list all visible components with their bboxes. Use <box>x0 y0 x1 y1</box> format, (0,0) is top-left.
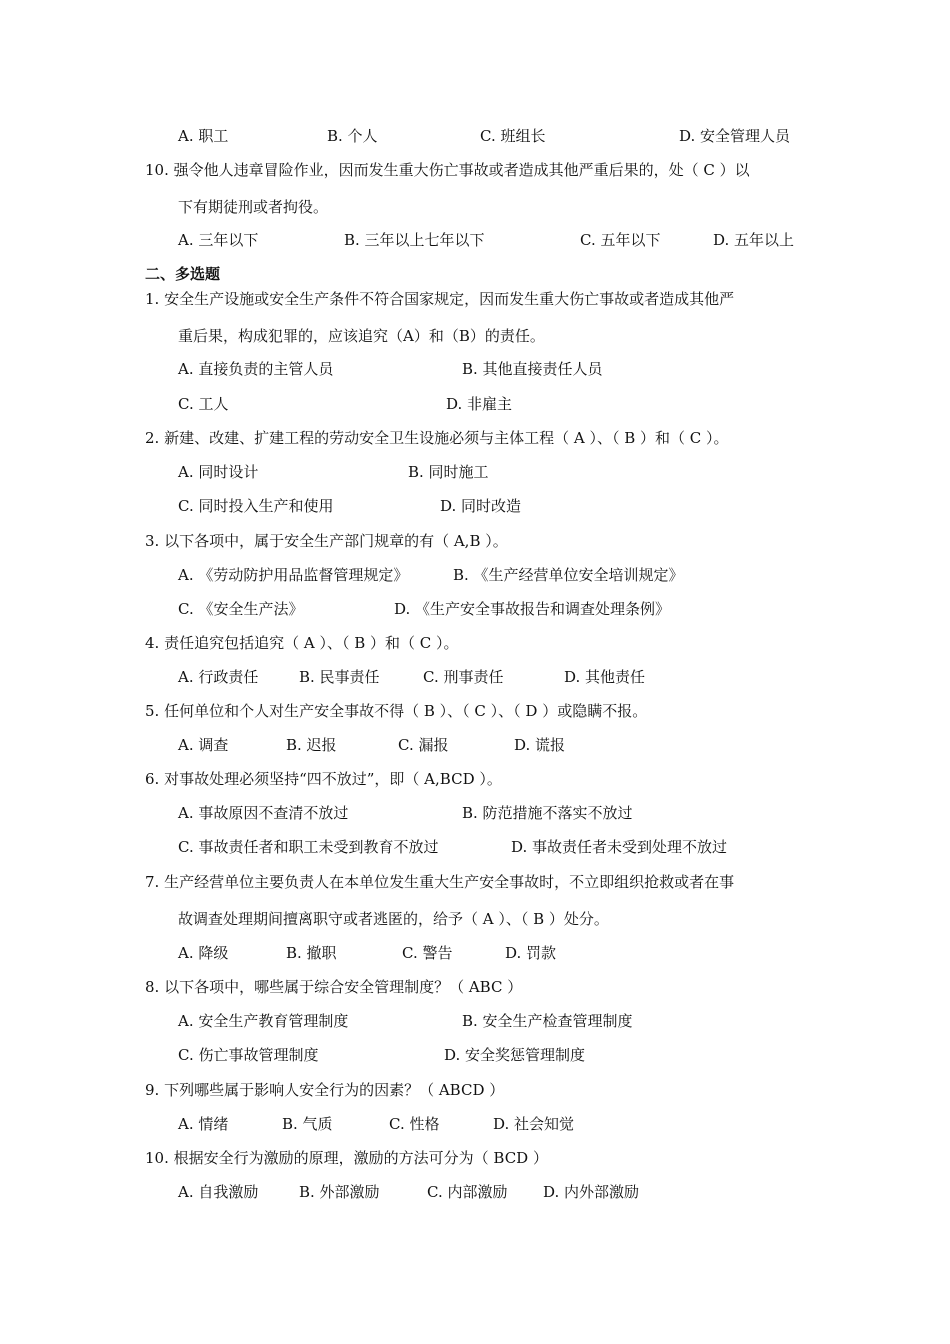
q7-option-a: A. 降级 <box>178 944 229 962</box>
q9-option-d: D. 社会知觉 <box>493 1115 575 1133</box>
s1-q10-option-a: A. 三年以下 <box>178 231 259 249</box>
q1-option-d: D. 非雇主 <box>446 395 513 413</box>
q7-line1: 7. 生产经营单位主要负责人在本单位发生重大生产安全事故时，不立即组织抢救或者在事 <box>145 873 735 891</box>
q3-option-d: D. 《生产安全事故报告和调查处理条例》 <box>394 600 671 618</box>
q4-line1: 4. 责任追究包括追究（ A ）、（ B ）和（ C ）。 <box>145 634 459 652</box>
q8-option-c: C. 伤亡事故管理制度 <box>178 1046 319 1064</box>
q4-option-b: B. 民事责任 <box>299 668 380 686</box>
q1-line2: 重后果，构成犯罪的，应该追究（A）和（B）的责任。 <box>178 327 545 345</box>
q9-option-c: C. 性格 <box>389 1115 440 1133</box>
q9-option-a: A. 情绪 <box>178 1115 229 1133</box>
q9-option-b: B. 气质 <box>282 1115 333 1133</box>
section-heading: 二、多选题 <box>145 265 221 283</box>
q8-line1: 8. 以下各项中，哪些属于综合安全管理制度？（ ABC ） <box>145 978 523 996</box>
s1-q10-option-b: B. 三年以上七年以下 <box>344 231 485 249</box>
q8-option-d: D. 安全奖惩管理制度 <box>444 1046 586 1064</box>
q5-option-c: C. 漏报 <box>398 736 449 754</box>
q3-option-a: A. 《劳动防护用品监督管理规定》 <box>178 566 409 584</box>
q3-option-b: B. 《生产经营单位安全培训规定》 <box>453 566 684 584</box>
q2-option-b: B. 同时施工 <box>408 463 489 481</box>
q5-option-a: A. 调查 <box>178 736 229 754</box>
q7-option-b: B. 撤职 <box>286 944 337 962</box>
q2-option-d: D. 同时改造 <box>440 497 522 515</box>
q8-option-b: B. 安全生产检查管理制度 <box>462 1012 633 1030</box>
s1-q10-line1: 10. 强令他人违章冒险作业，因而发生重大伤亡事故或者造成其他严重后果的，处（ C ）以 <box>145 161 750 179</box>
s1-q9-option-d: D. 安全管理人员 <box>679 127 791 145</box>
q6-line1: 6. 对事故处理必须坚持“四不放过”，即（ A,BCD ）。 <box>145 770 502 788</box>
q9-line1: 9. 下列哪些属于影响人安全行为的因素？（ ABCD ） <box>145 1081 505 1099</box>
q2-option-a: A. 同时设计 <box>178 463 259 481</box>
q4-option-a: A. 行政责任 <box>178 668 259 686</box>
q3-option-c: C. 《安全生产法》 <box>178 600 304 618</box>
q3-line1: 3. 以下各项中，属于安全生产部门规章的有（ A,B ）。 <box>145 532 508 550</box>
q10-line1: 10. 根据安全行为激励的原理，激励的方法可分为（ BCD ） <box>145 1149 548 1167</box>
s1-q10-option-d: D. 五年以上 <box>713 231 795 249</box>
s1-q10-option-c: C. 五年以下 <box>580 231 661 249</box>
q10-option-c: C. 内部激励 <box>427 1183 508 1201</box>
q6-option-a: A. 事故原因不查清不放过 <box>178 804 349 822</box>
q1-option-a: A. 直接负责的主管人员 <box>178 360 334 378</box>
q2-option-c: C. 同时投入生产和使用 <box>178 497 334 515</box>
q1-line1: 1. 安全生产设施或安全生产条件不符合国家规定，因而发生重大伤亡事故或者造成其他严 <box>145 290 735 308</box>
q5-option-d: D. 谎报 <box>514 736 566 754</box>
s1-q9-option-b: B. 个人 <box>327 127 378 145</box>
s1-q9-option-a: A. 职工 <box>178 127 229 145</box>
q2-line1: 2. 新建、改建、扩建工程的劳动安全卫生设施必须与主体工程（ A ）、（ B ）和（ C ）。 <box>145 429 729 447</box>
q7-option-c: C. 警告 <box>402 944 453 962</box>
q10-option-d: D. 内外部激励 <box>543 1183 640 1201</box>
q7-option-d: D. 罚款 <box>505 944 557 962</box>
s1-q9-option-c: C. 班组长 <box>480 127 546 145</box>
q1-option-c: C. 工人 <box>178 395 229 413</box>
q8-option-a: A. 安全生产教育管理制度 <box>178 1012 349 1030</box>
q10-option-b: B. 外部激励 <box>299 1183 380 1201</box>
q1-option-b: B. 其他直接责任人员 <box>462 360 603 378</box>
q4-option-c: C. 刑事责任 <box>423 668 504 686</box>
q5-option-b: B. 迟报 <box>286 736 337 754</box>
q6-option-c: C. 事故责任者和职工未受到教育不放过 <box>178 838 439 856</box>
q10-option-a: A. 自我激励 <box>178 1183 259 1201</box>
q4-option-d: D. 其他责任 <box>564 668 646 686</box>
q6-option-d: D. 事故责任者未受到处理不放过 <box>511 838 728 856</box>
q6-option-b: B. 防范措施不落实不放过 <box>462 804 633 822</box>
s1-q10-line2: 下有期徒刑或者拘役。 <box>178 198 329 216</box>
q7-line2: 故调查处理期间擅离职守或者逃匿的，给予（ A ）、（ B ）处分。 <box>178 910 609 928</box>
q5-line1: 5. 任何单位和个人对生产安全事故不得（ B ）、（ C ）、（ D ）或隐瞒不报。 <box>145 702 648 720</box>
